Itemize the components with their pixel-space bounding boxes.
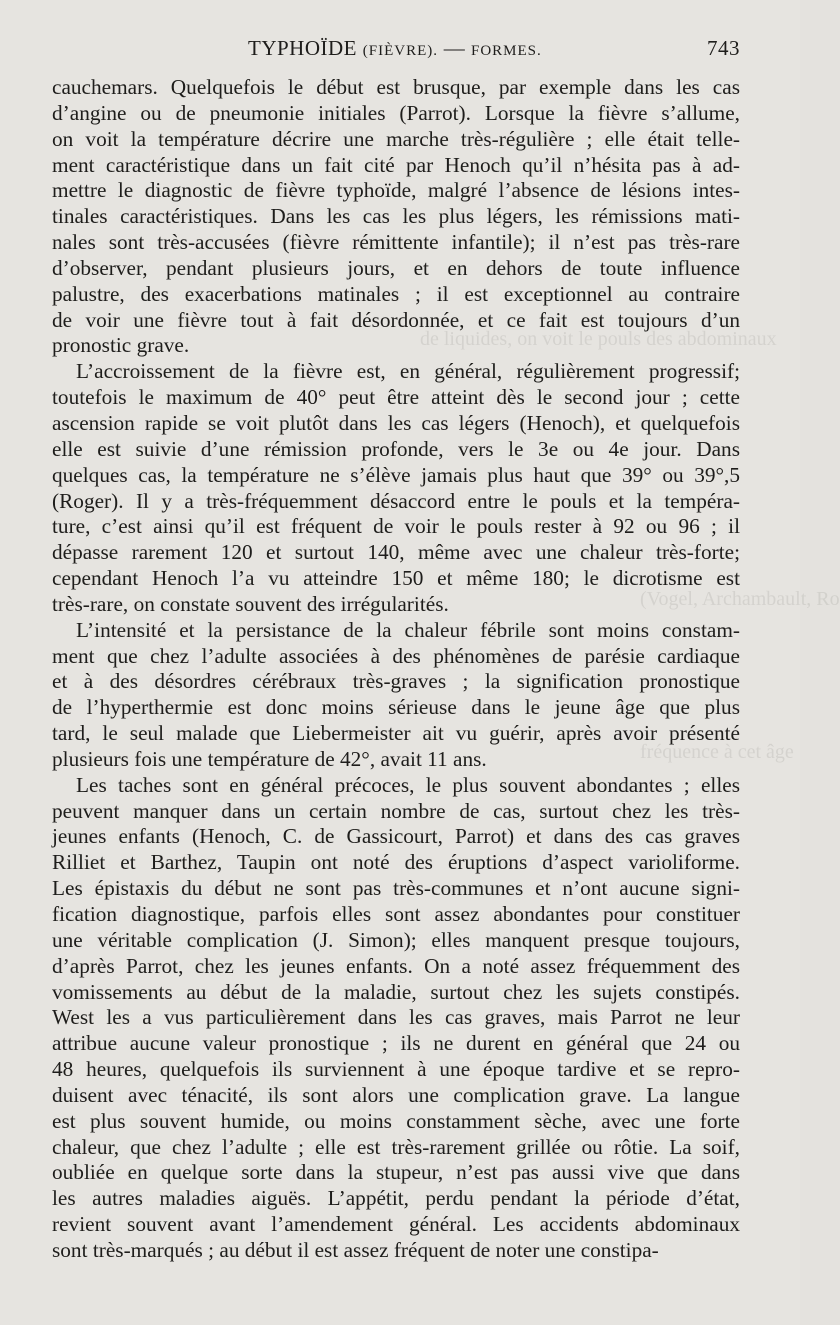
text-line: très-rare, on constate souvent des irrégularités. [52,591,449,616]
page-number: 743 [707,36,740,60]
text-line: ture, c’est ainsi qu’il est fréquent de voir le pouls rester à 92 ou 96 ; il [52,514,740,539]
text-line: chaleur, que chez l’adulte ; elle est très-rarement grillée ou rôtie. La soif, [52,1134,740,1159]
text-line: ascension rapide se voit plutôt dans les cas légers (Henoch), et quelquefois [52,410,740,435]
text-line: peuvent manquer dans un certain nombre de cas, surtout chez les très- [52,798,740,823]
text-line: pronostic grave. [52,333,190,358]
text-line: ment caractéristique dans un fait cité par Henoch qu’il n’hésita pas à ad- [52,152,740,177]
text-line: toutefois le maximum de 40° peut être atteint dès le second jour ; cette [52,385,740,410]
text-line: cauchemars. Quelquefois le début est brusque, par exemple dans les cas [52,75,740,99]
text-line: et à des désordres cérébraux très-graves ; la signification pronostique [52,669,740,694]
title-paren: (FIÈVRE). [362,43,438,59]
text-line: attribue aucune valeur pronostique ; ils ne durent en général que 24 ou [52,1031,740,1056]
text-line: quelques cas, la température ne s’élève jamais plus haut que 39° ou 39°,5 [52,462,740,487]
title-section: FORMES. [471,43,542,59]
body-text [52,75,740,1264]
text-line: L’intensité et la persistance de la chaleur fébrile sont moins constam- [76,617,740,642]
text-line: tinales caractéristiques. Dans les cas les plus légers, les rémissions mati- [52,204,740,229]
text-line: Les taches sont en général précoces, le plus souvent abondantes ; elles [76,772,740,797]
text-line: d’après Parrot, chez les jeunes enfants. On a noté assez fréquemment des [52,953,740,978]
text-line: de voir une fièvre tout à fait désordonnée, et ce fait est toujours d’un [52,307,740,332]
paragraph [52,618,740,773]
title-dash: — [443,36,466,60]
text-line: revient souvent avant l’amendement général. Les accidents abdominaux [52,1212,740,1237]
text-line: cependant Henoch l’a vu atteindre 150 et même 180; le dicrotisme est [52,566,740,591]
text-line: ment que chez l’adulte associées à des phénomènes de parésie cardiaque [52,643,740,668]
page-header [52,36,740,70]
text-line: dépasse rarement 120 et surtout 140, même avec une chaleur très-forte; [52,540,740,565]
text-line: duisent avec ténacité, ils sont alors une complication grave. La langue [52,1082,740,1107]
text-line: vomissements au début de la maladie, surtout chez les sujets constipés. [52,979,740,1004]
text-line: d’angine ou de pneumonie initiales (Parrot). Lorsque la fièvre s’allume, [52,100,740,125]
text-line: plusieurs fois une température de 42°, avait 11 ans. [52,746,487,771]
text-line: les autres maladies aiguës. L’appétit, perdu pendant la période d’état, [52,1186,740,1211]
text-line: mettre le diagnostic de fièvre typhoïde, malgré l’absence de lésions intes- [52,178,740,203]
text-line: sont très-marqués ; au début il est assez fréquent de noter une constipa- [52,1237,659,1262]
text-line: une véritable complication (J. Simon); elles manquent presque toujours, [52,927,740,952]
paragraph [52,773,740,1264]
text-line: nales sont très-accusées (fièvre rémittente infantile); il n’est pas très-rare [52,230,740,255]
text-line: oubliée en quelque sorte dans la stupeur, n’est pas aussi vive que dans [52,1160,740,1185]
text-line: palustre, des exacerbations matinales ; il est exceptionnel au contraire [52,281,740,306]
text-line: West les a vus particulièrement dans les cas graves, mais Parrot ne leur [52,1005,740,1030]
running-title [248,36,542,61]
paragraph [52,75,740,359]
text-line: est plus souvent humide, ou moins constamment sèche, avec une forte [52,1108,740,1133]
show-through-text: (Vogel, Archambault, Ro [640,588,840,610]
text-line: Les épistaxis du début ne sont pas très-communes et n’ont aucune signi- [52,876,740,901]
show-through-text: de liquides, on voit le pouls des abdominaux [420,328,777,350]
text-line: elle est suivie d’une rémission profonde, vers le 3e ou 4e jour. Dans [52,436,740,461]
text-line: (Roger). Il y a très-fréquemment désaccord entre le pouls et la tempéra- [52,488,740,513]
text-line: fication diagnostique, parfois elles sont assez abondantes pour constituer [52,902,740,926]
text-line: on voit la température décrire une marche très-régulière ; elle était telle- [52,126,740,151]
text-line: Rilliet et Barthez, Taupin ont noté des éruptions d’aspect varioliforme. [52,850,740,875]
text-line: de l’hyperthermie est donc moins sérieuse dans le jeune âge que plus [52,695,740,720]
text-line: L’accroissement de la fièvre est, en général, régulièrement progressif; [76,359,740,384]
title-main: TYPHOÏDE [248,36,357,60]
text-line: 48 heures, quelquefois ils surviennent à une époque tardive et se repro- [52,1057,740,1082]
paragraph [52,359,740,617]
text-line: jeunes enfants (Henoch, C. de Gassicourt, Parrot) et dans des cas graves [52,824,740,849]
text-line: tard, le seul malade que Liebermeister ait vu guérir, après avoir présenté [52,721,740,746]
show-through-text: fréquence à cet âge [640,741,794,763]
text-line: d’observer, pendant plusieurs jours, et en dehors de toute influence [52,255,740,280]
